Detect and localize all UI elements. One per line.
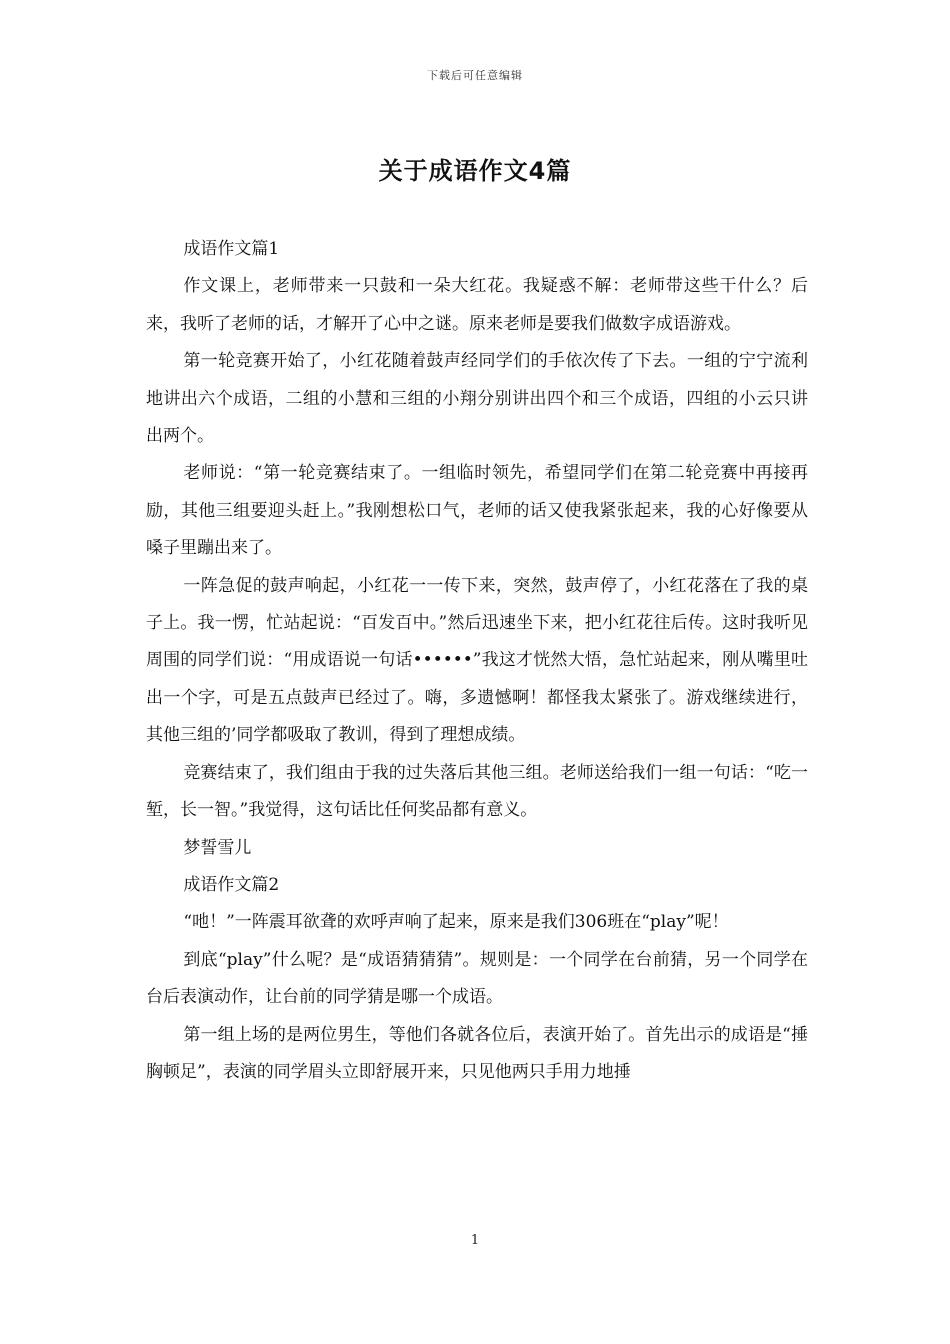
document-title: 关于成语作文4篇 <box>378 157 572 185</box>
paragraph: 一阵急促的鼓声响起，小红花一一传下来，突然，鼓声停了，小红花落在了我的桌子上。我一愣，忙站起说：“百发百中。”然后迅速坐下来，把小红花往后传。这时我听见周围的同学们说：“用成语说一句话••••••”我这才恍然大悟，急忙站起来，刚从嘴里吐出一个字，可是五点鼓声已经过了。嗨，多遗憾啊！都怪我太紧张了。游戏继续进行，其他三组的’同学都吸取了教训，得到了理想成绩。 <box>146 575 808 746</box>
paragraph: “吔！”一阵震耳欲聋的欢呼声响了起来，原来是我们306班在“play”呢！ <box>183 912 729 933</box>
header-note: 下载后可任意编辑 <box>427 69 523 82</box>
paragraph: 第一轮竞赛开始了，小红花随着鼓声经同学们的手依次传了下去。一组的宁宁流利地讲出六个成语，二组的小慧和三组的小翔分别讲出四个和三个成语，四组的小云只讲出两个。 <box>146 351 808 447</box>
paragraph: 到底“play”什么呢？是“成语猜猜猜”。规则是：一个同学在台前猜，另一个同学在台后表演动作，让台前的同学猜是哪一个成语。 <box>146 949 808 1008</box>
author-signature: 梦誓雪儿 <box>183 837 252 858</box>
section-heading-2: 成语作文篇2 <box>183 874 280 895</box>
page-number: 1 <box>470 1233 480 1248</box>
paragraph: 作文课上，老师带来一只鼓和一朵大红花。我疑惑不解：老师带这些干什么？后来，我听了老师的话，才解开了心中之谜。原来老师是要我们做数字成语游戏。 <box>146 276 808 334</box>
document-body <box>146 231 808 1091</box>
paragraph: 第一组上场的是两位男生，等他们各就各位后，表演开始了。首先出示的成语是“捶胸顿足”，表演的同学眉头立即舒展开来，只见他两只手用力地捶 <box>146 1024 808 1082</box>
paragraph: 老师说：“第一轮竞赛结束了。一组临时领先，希望同学们在第二轮竞赛中再接再励，其他三组要迎头赶上。”我刚想松口气，老师的话又使我紧张起来，我的心好像要从嗓子里蹦出来了。 <box>146 463 808 559</box>
paragraph: 竞赛结束了，我们组由于我的过失落后其他三组。老师送给我们一组一句话：“吃一堑，长一智。”我觉得，这句话比任何奖品都有意义。 <box>146 762 808 821</box>
section-heading-1: 成语作文篇1 <box>183 239 280 259</box>
